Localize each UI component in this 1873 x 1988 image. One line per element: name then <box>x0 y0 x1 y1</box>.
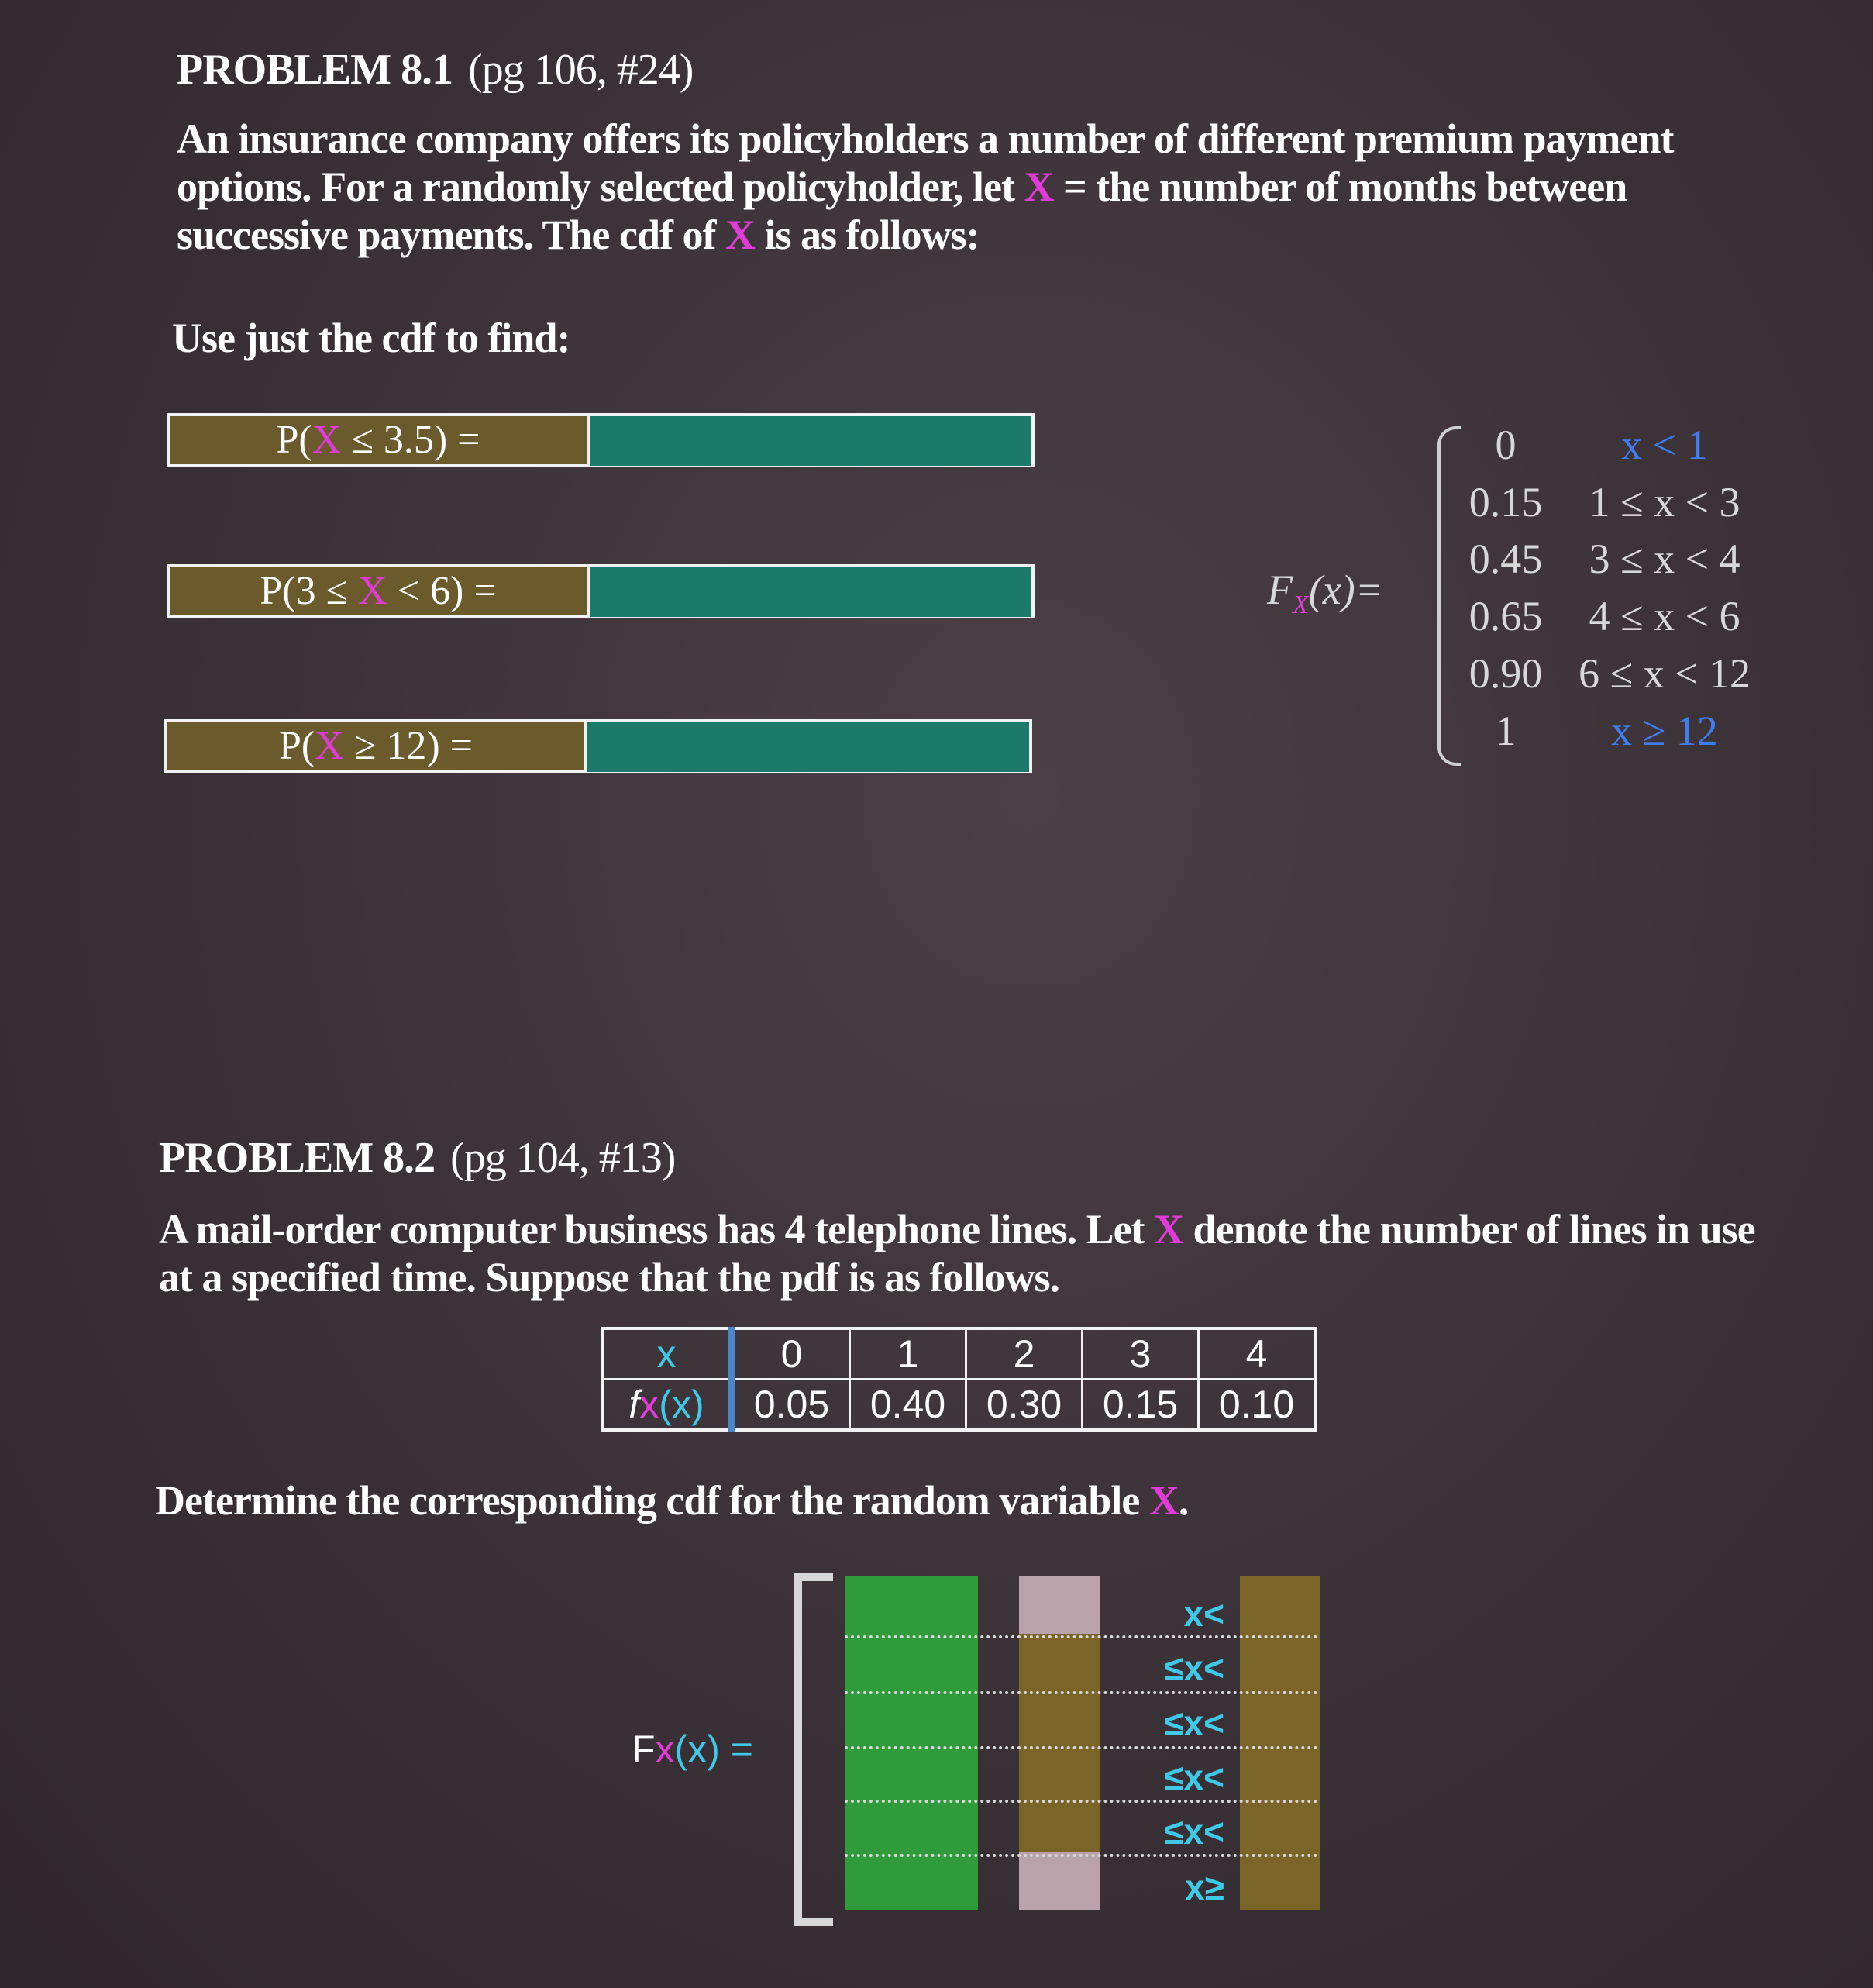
cdf-inequality: ≤x< <box>1164 1757 1224 1797</box>
question-row-3 <box>164 719 1032 773</box>
question-label: P(3 ≤ X < 6) = <box>170 567 590 615</box>
cdf-row: 0 x < 1 <box>1495 422 1708 468</box>
probability-value: 0.40 <box>850 1380 966 1431</box>
cdf-value-column[interactable] <box>845 1576 978 1910</box>
x-value: 2 <box>966 1328 1083 1380</box>
x-value: 0 <box>732 1328 850 1380</box>
x-header: x <box>603 1328 732 1380</box>
cdf-row: 0.45 3 ≤ x < 4 <box>1468 536 1740 582</box>
problem-1-description: An insurance company offers its policyholders a number of different premium payment options. For a randomly selected policyholder, let X = the number of months between successive payments. The cdf of X is as follows: <box>177 115 1674 258</box>
cdf-inequality: ≤x< <box>1164 1811 1224 1852</box>
probability-value: 0.15 <box>1083 1380 1199 1431</box>
x-value: 3 <box>1083 1328 1199 1380</box>
upper-bound-column[interactable] <box>1240 1576 1320 1910</box>
cdf-inequality: ≤x< <box>1164 1703 1224 1743</box>
cdf-matrix-bracket <box>794 1573 833 1926</box>
question-label: P(X ≤ 3.5) = <box>170 416 590 464</box>
probability-value: 0.30 <box>966 1380 1083 1431</box>
answer-input-1[interactable] <box>590 416 1031 466</box>
problem-2-heading: PROBLEM 8.2 (pg 104, #13) <box>159 1134 676 1182</box>
pdf-table-header-row <box>603 1328 1315 1380</box>
problem-1-instruction: Use just the cdf to find: <box>172 315 570 361</box>
cdf-inequality: x< <box>1183 1594 1224 1634</box>
cdf-row: 0.65 4 ≤ x < 6 <box>1468 593 1740 639</box>
variable-x: X <box>1154 1206 1184 1252</box>
cdf-function-label: $F_X(x)=$ <box>1267 567 1384 619</box>
cdf-inequality: ≤x< <box>1164 1648 1224 1688</box>
fx-header: fx(x) <box>603 1380 732 1431</box>
variable-x: X <box>1024 164 1054 210</box>
cdf-row: 0.15 1 ≤ x < 3 <box>1468 479 1740 525</box>
x-value: 4 <box>1199 1328 1316 1380</box>
question-row-1 <box>167 413 1035 467</box>
variable-x: X <box>725 212 755 258</box>
answer-input-2[interactable] <box>590 567 1031 617</box>
question-row-2 <box>167 564 1035 618</box>
cdf-row-divider <box>845 1635 1317 1641</box>
problem-2-instruction: Determine the corresponding cdf for the random variable X. <box>155 1477 1189 1524</box>
cdf-row: 0.90 6 ≤ x < 12 <box>1468 650 1751 697</box>
lower-bound-na-bottom <box>1019 1852 1100 1910</box>
cdf-row-divider <box>845 1854 1317 1859</box>
variable-x: X <box>1148 1477 1179 1524</box>
problem-1-heading: PROBLEM 8.1 (pg 106, #24) <box>177 46 694 94</box>
lower-bound-na-top <box>1019 1576 1100 1634</box>
cdf-answer-label: Fx(x) = <box>632 1728 753 1771</box>
cdf-row-divider <box>845 1800 1317 1805</box>
pdf-table-probability-row <box>603 1380 1315 1431</box>
problem-2-description: A mail-order computer business has 4 telephone lines. Let X denote the number of lines in use at a specified time. Suppose that the pdf is as follows. <box>159 1206 1755 1301</box>
cdf-row-divider <box>845 1746 1317 1752</box>
probability-value: 0.05 <box>732 1380 850 1431</box>
answer-input-3[interactable] <box>587 722 1029 772</box>
x-value: 1 <box>850 1328 966 1380</box>
cdf-row-divider <box>845 1691 1317 1697</box>
question-label: P(X ≥ 12) = <box>167 722 587 770</box>
cdf-row: 1 x ≥ 12 <box>1495 708 1718 754</box>
cdf-inequality: x≥ <box>1185 1867 1224 1907</box>
probability-value: 0.10 <box>1199 1380 1316 1431</box>
pdf-table <box>601 1327 1317 1432</box>
